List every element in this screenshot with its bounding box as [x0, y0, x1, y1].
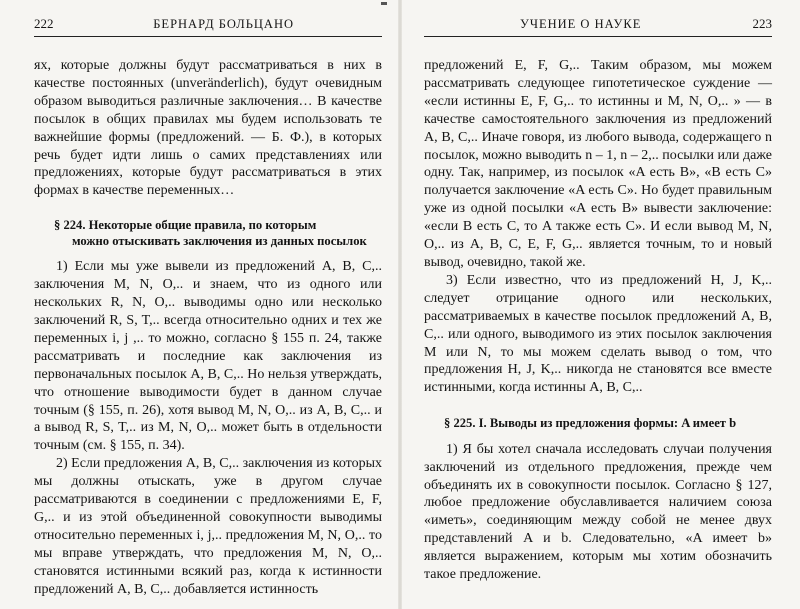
- left-paragraph-2: 1) Если мы уже вывели из предложений A, B, C,.. заключения M, N, O,.. и знаем, что из одного или нескольких R, N, O,.. выводимы одно или несколько заключений R, S, T,.. всегда относительно одних и тех же переменных i, j ,.. то можно, согласно § 155 п. 24, также рассматривать и последние как заключения из первоначальных посылок A, B, C,.. Но нельзя утверждать, что отношение выводимости будет в данном случае точным (§ 155, п. 26), хотя вывод M, N, O,.. из A, B, C,.. и а вывод R, S, T,.. из M, N, O,.. может быть в отдельности точным (см. § 155, п. 34).: [34, 259, 382, 454]
- left-paragraph-1: ях, которые должны будут рассматриваться в них в качестве постоянных (unveränderlich), будут очевидным образом выводиться различные заключения… В качестве посылок в общих правилах мы будем использовать те важнейшие формы (предложений. — Б. Ф.), в которых речь будет идти лишь о самих представлениях или предложениях, которые будут рассматриваться в этих формах в качестве переменных…: [34, 58, 382, 199]
- right-page-header: [424, 16, 772, 37]
- right-page: [400, 0, 800, 609]
- section-224-heading: [34, 218, 382, 249]
- right-paragraph-1: предложений E, F, G,.. Таким образом, мы можем рассматривать следующее гипотетическое суждение — «если истинны E, F, G,.. то истинны и M, N, O,.. » — в качестве самостоятельного заключения из предложений A, B, C,.. Иначе говоря, из любого вывода, содержащего n посылок, можно выводить n – 1, n – 2,.. посылки или даже одну. Так, например, из посылок «A есть B», «B есть C» получается заключение «A есть C». Но будет правильным уже из одной посылки «A есть B» вывести заключение: «если B есть C, то A также есть C». И если вывод M, N, O,.. из A, B, C, E, F, G,.. является точным, то и новый вывод, очевидно, такой же.: [424, 58, 772, 270]
- left-page-body: [34, 57, 382, 598]
- right-running-head: УЧЕНИЕ О НАУКЕ: [520, 17, 642, 31]
- section-224-line-1: § 224. Некоторые общие правила, по которым: [54, 218, 317, 233]
- right-page-number: 223: [752, 16, 772, 31]
- right-page-body: [424, 57, 772, 584]
- left-page-number: 222: [34, 16, 54, 31]
- right-paragraph-2: 3) Если известно, что из предложений H, J, K,.. следует отрицание одного или нескольких, рассматриваемых в качестве посылок предложений A, B, C,.. или одного, выводимого из этих посылок заключения M или N, то мы можем сделать вывод о том, что предложения H, J, K,.. никогда не становятся все вместе истинными, когда истинны A, B, C,..: [424, 272, 772, 396]
- section-225-heading: § 225. I. Выводы из предложения формы: A имеет b: [444, 416, 737, 431]
- right-paragraph-3: 1) Я бы хотел сначала исследовать случаи получения заключений из отдельного предложения, прежде чем объединять их в совокупности посылок. Согласно § 127, любое предложение обуславливается наличием союза «иметь», соединяющим между собой не менее двух представлений A и b. Следовательно, «A имеет b» является выражением, которым мы хотим обозначить такое предложение.: [424, 441, 772, 583]
- left-paragraph-3: 2) Если предложения A, B, C,.. заключения из которых мы должны отыскать, уже в другом случае рассматриваются в соединении с предложениями E, F, G,.. и из этой объединенной совокупности выводимы относительно переменных i, j,.. предложения M, N, O,.. то мы вправе утверждать, что предложения M, N, O,.. становятся истинными всякий раз, когда к истинности предложений A, B, C,.. добавляется истинность: [34, 456, 383, 597]
- section-224-line-2: можно отыскивать заключения из данных посылок: [72, 233, 367, 248]
- left-running-head: БЕРНАРД БОЛЬЦАНО: [153, 17, 294, 31]
- left-page-header: [34, 16, 382, 37]
